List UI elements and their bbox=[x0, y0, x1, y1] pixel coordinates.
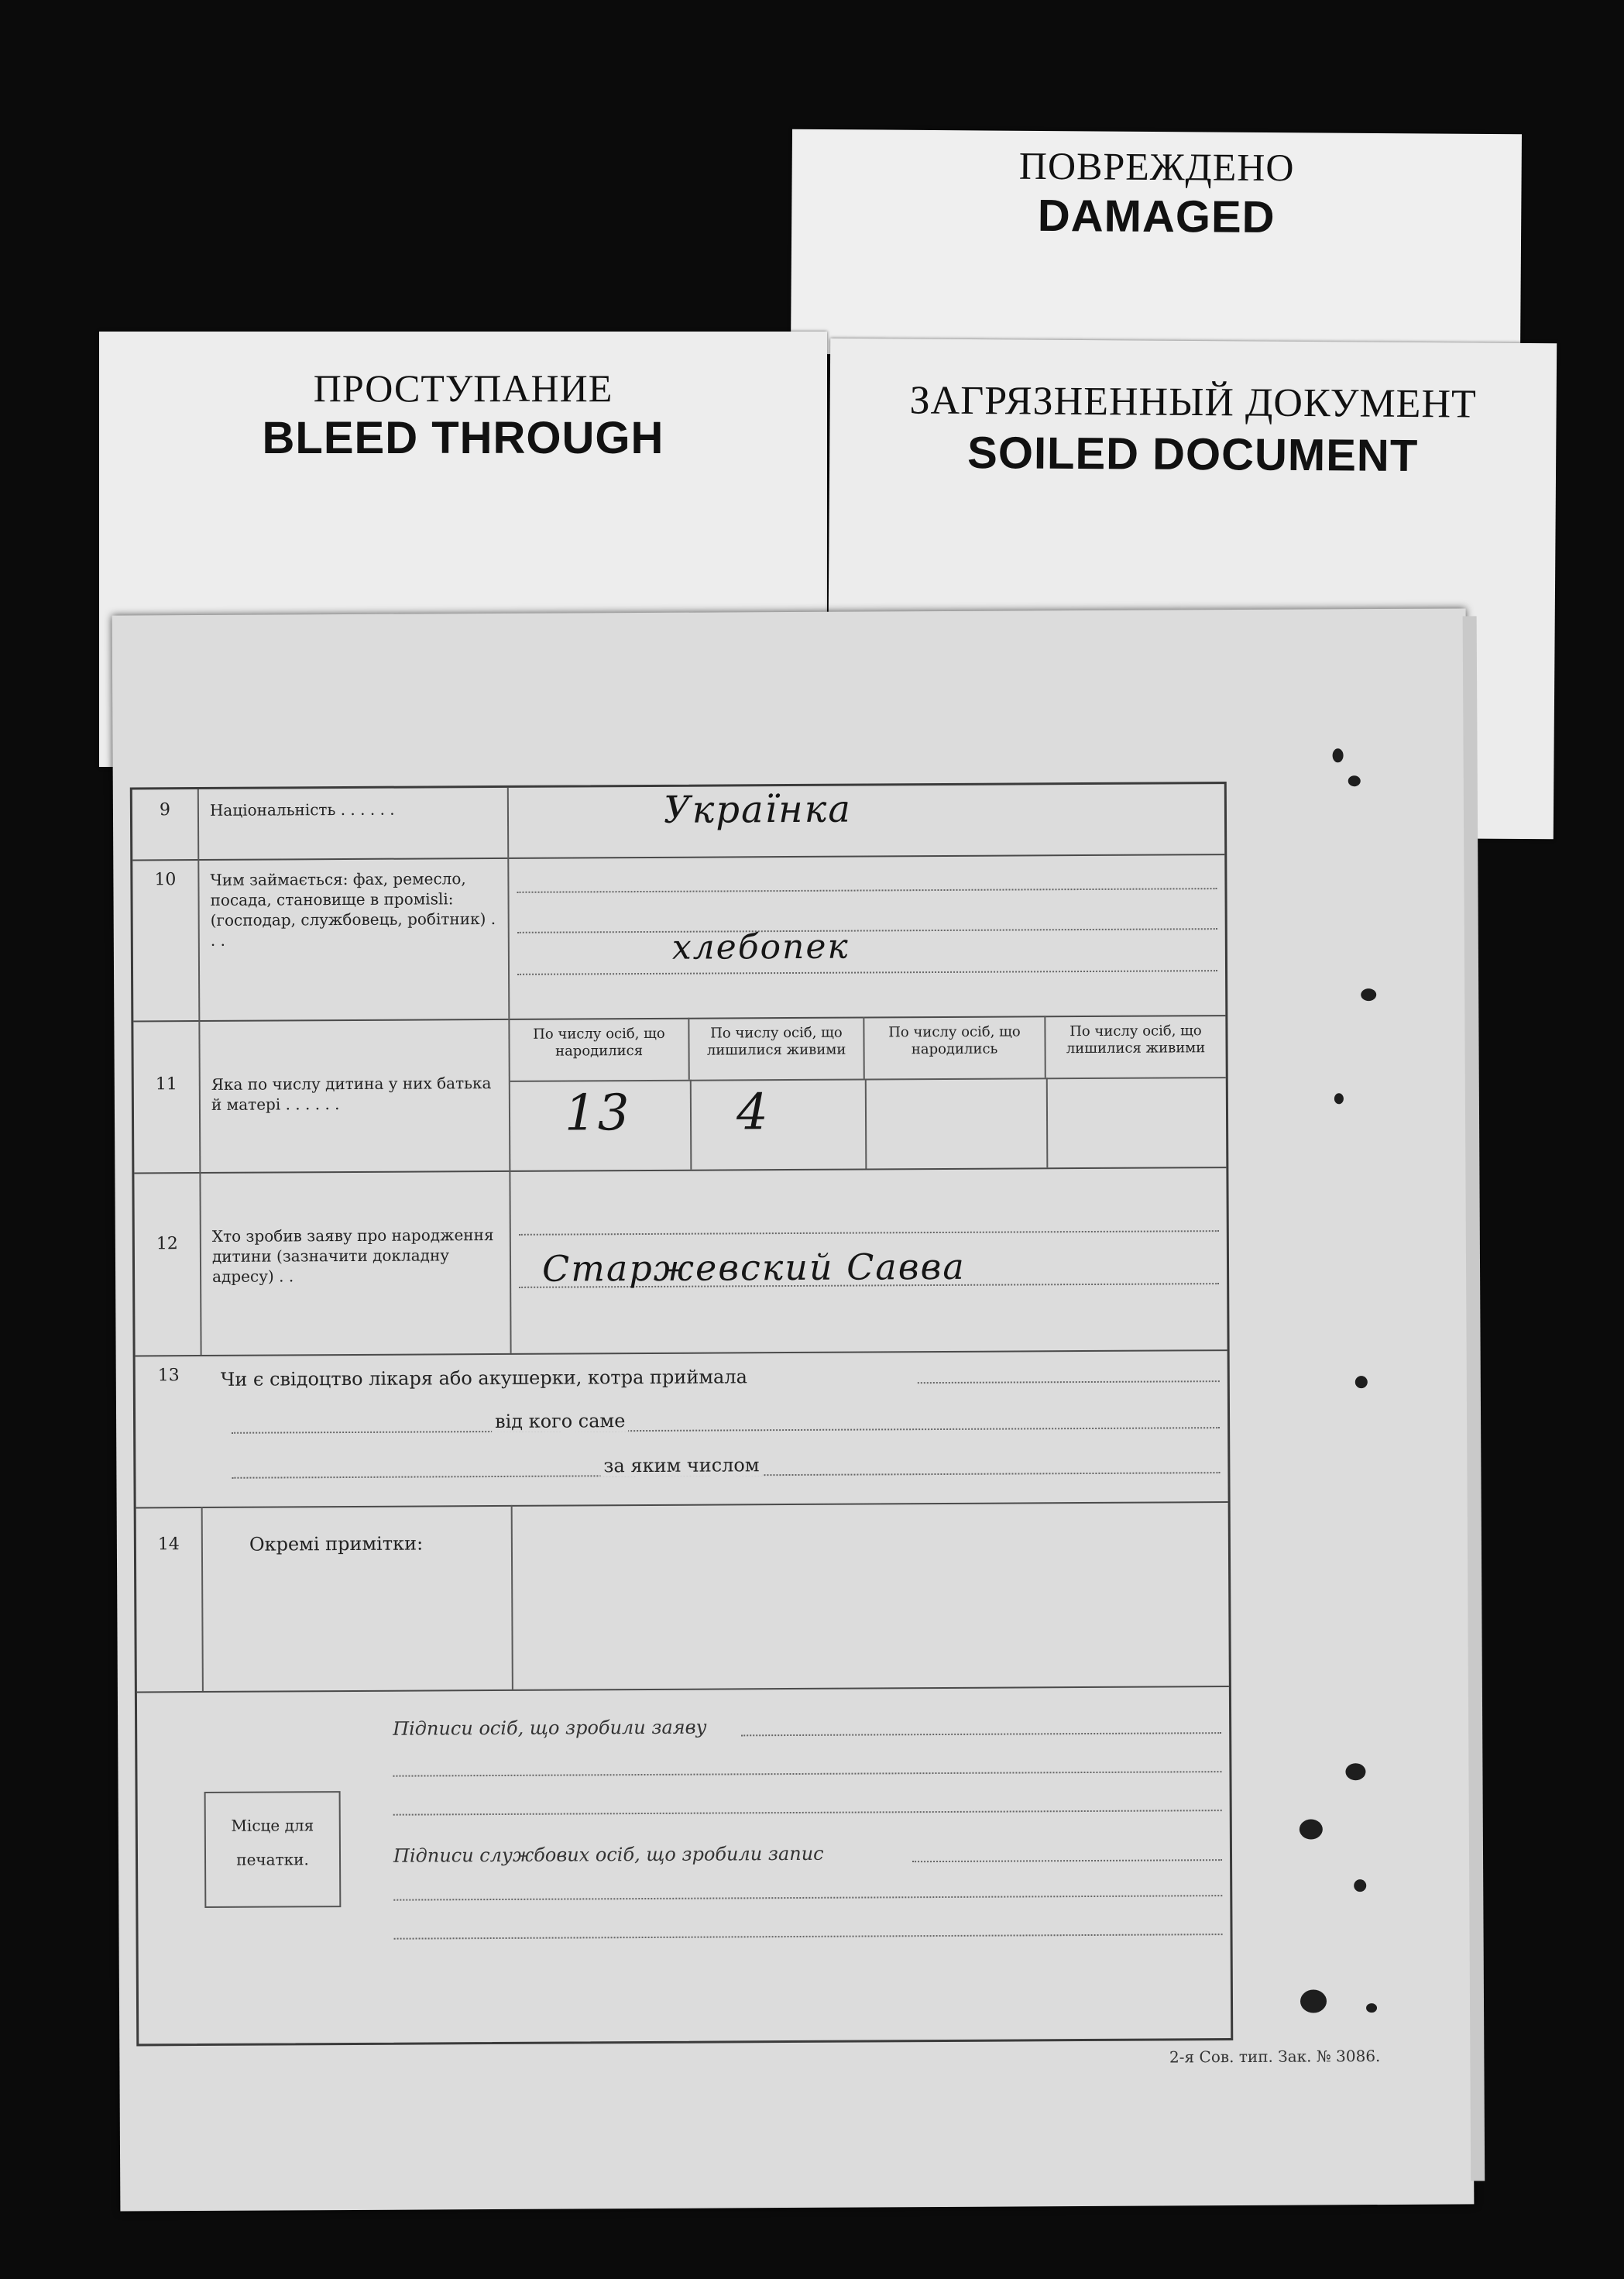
certificate-question: Чи є свідоцтво лікаря або акушерки, котра приймала bbox=[220, 1366, 747, 1390]
row-value-cell bbox=[510, 1167, 1227, 1353]
print-note: 2-я Сов. тип. Зак. № 3086. bbox=[1169, 2047, 1381, 2067]
stain bbox=[1366, 2003, 1377, 2013]
stain bbox=[1345, 1763, 1365, 1780]
dotted-line bbox=[394, 1934, 1223, 1940]
occupation-value: хлебопек bbox=[671, 926, 850, 968]
stain bbox=[1300, 1989, 1327, 2013]
row-number: 12 bbox=[134, 1172, 201, 1355]
stain bbox=[1354, 1879, 1366, 1892]
birth-record-sheet bbox=[112, 608, 1475, 2211]
dotted-line bbox=[519, 1230, 1219, 1236]
row-number: 9 bbox=[132, 789, 199, 859]
dotted-line bbox=[517, 888, 1217, 893]
row-label: Окремі примітки: bbox=[203, 1505, 513, 1691]
stain bbox=[1361, 988, 1376, 1001]
seal-place-box bbox=[204, 1791, 342, 1908]
row-number: 13 bbox=[157, 1366, 180, 1386]
col-header: По числу осіб, що народилися bbox=[510, 1018, 689, 1081]
born-count-value: 13 bbox=[564, 1085, 631, 1143]
row-nationality bbox=[132, 784, 1224, 861]
damaged-label-en: DAMAGED bbox=[1037, 190, 1276, 243]
dotted-line bbox=[912, 1859, 1222, 1862]
damaged-label-card bbox=[791, 129, 1522, 359]
date-label: за яким числом bbox=[600, 1454, 762, 1476]
row-medical-certificate bbox=[136, 1349, 1228, 1508]
dotted-line bbox=[741, 1732, 1221, 1736]
dotted-line bbox=[232, 1427, 1220, 1434]
declarant-value: Старжевский Савва bbox=[541, 1245, 966, 1290]
officials-signatures-label: Підписи службових осіб, що зробили запис bbox=[393, 1842, 824, 1867]
stain bbox=[1355, 1376, 1368, 1388]
row-notes bbox=[136, 1501, 1229, 1693]
signatures-block bbox=[137, 1686, 1231, 2044]
value-cell bbox=[690, 1078, 867, 1169]
bleed-label-ru: ПРОСТУПАНИЕ bbox=[313, 366, 613, 410]
value-cell bbox=[510, 1080, 692, 1170]
row-value-cell bbox=[510, 1015, 1226, 1170]
row-label: Яка по числу дитина у них батька й матері . . . . . . bbox=[200, 1019, 510, 1172]
col-header: По числу осіб, що лишилися живими bbox=[689, 1017, 864, 1080]
dotted-line bbox=[517, 970, 1217, 975]
row-value-cell bbox=[509, 784, 1224, 858]
soiled-label-ru: ЗАГРЯЗНЕННЫЙ ДОКУМЕНТ bbox=[909, 378, 1477, 427]
living-count-value: 4 bbox=[736, 1084, 770, 1142]
row-number: 14 bbox=[136, 1507, 204, 1691]
dotted-line bbox=[393, 1810, 1222, 1816]
from-whom-label: від кого саме bbox=[492, 1410, 628, 1432]
stain bbox=[1333, 748, 1344, 762]
applicants-signatures-label: Підписи осіб, що зробили заяву bbox=[393, 1716, 707, 1740]
stain bbox=[1334, 1093, 1344, 1104]
row-value-cell bbox=[509, 854, 1225, 1019]
bleed-label-en: BLEED THROUGH bbox=[262, 413, 664, 463]
soiled-label-en: SOILED DOCUMENT bbox=[967, 427, 1419, 482]
dotted-line bbox=[393, 1895, 1222, 1901]
col-header: По числу осіб, що народились bbox=[864, 1016, 1045, 1078]
value-cell bbox=[865, 1078, 1049, 1168]
dotted-line bbox=[517, 928, 1217, 933]
nationality-value: Українка bbox=[663, 787, 853, 832]
seal-label-line2: печатки. bbox=[236, 1850, 309, 1869]
row-label: Хто зробив заяву про народження дитини (зазначити докладну адресу) . . bbox=[201, 1170, 511, 1355]
row-label: Національність . . . . . . bbox=[199, 788, 509, 859]
row-number: 11 bbox=[133, 1020, 201, 1172]
stain bbox=[1348, 775, 1361, 786]
row-number: 10 bbox=[132, 859, 200, 1020]
col-header: По числу осіб, що лишилися живими bbox=[1066, 1023, 1206, 1057]
row-child-order bbox=[133, 1015, 1226, 1174]
row-label: Чим займається: фах, ремесло, посада, становище в промislі: (господар, службовець, робітник) . . . bbox=[199, 858, 510, 1020]
dotted-line bbox=[918, 1380, 1220, 1384]
dotted-line bbox=[393, 1771, 1221, 1777]
seal-label-line1: Місце для bbox=[231, 1816, 314, 1835]
stain bbox=[1300, 1819, 1323, 1839]
damaged-label-ru: ПОВРЕЖДЕНО bbox=[1018, 143, 1295, 190]
record-form-table bbox=[130, 782, 1233, 2046]
row-occupation bbox=[132, 854, 1225, 1022]
sheet-edge bbox=[1463, 616, 1485, 2181]
row-declarant bbox=[134, 1167, 1227, 1356]
